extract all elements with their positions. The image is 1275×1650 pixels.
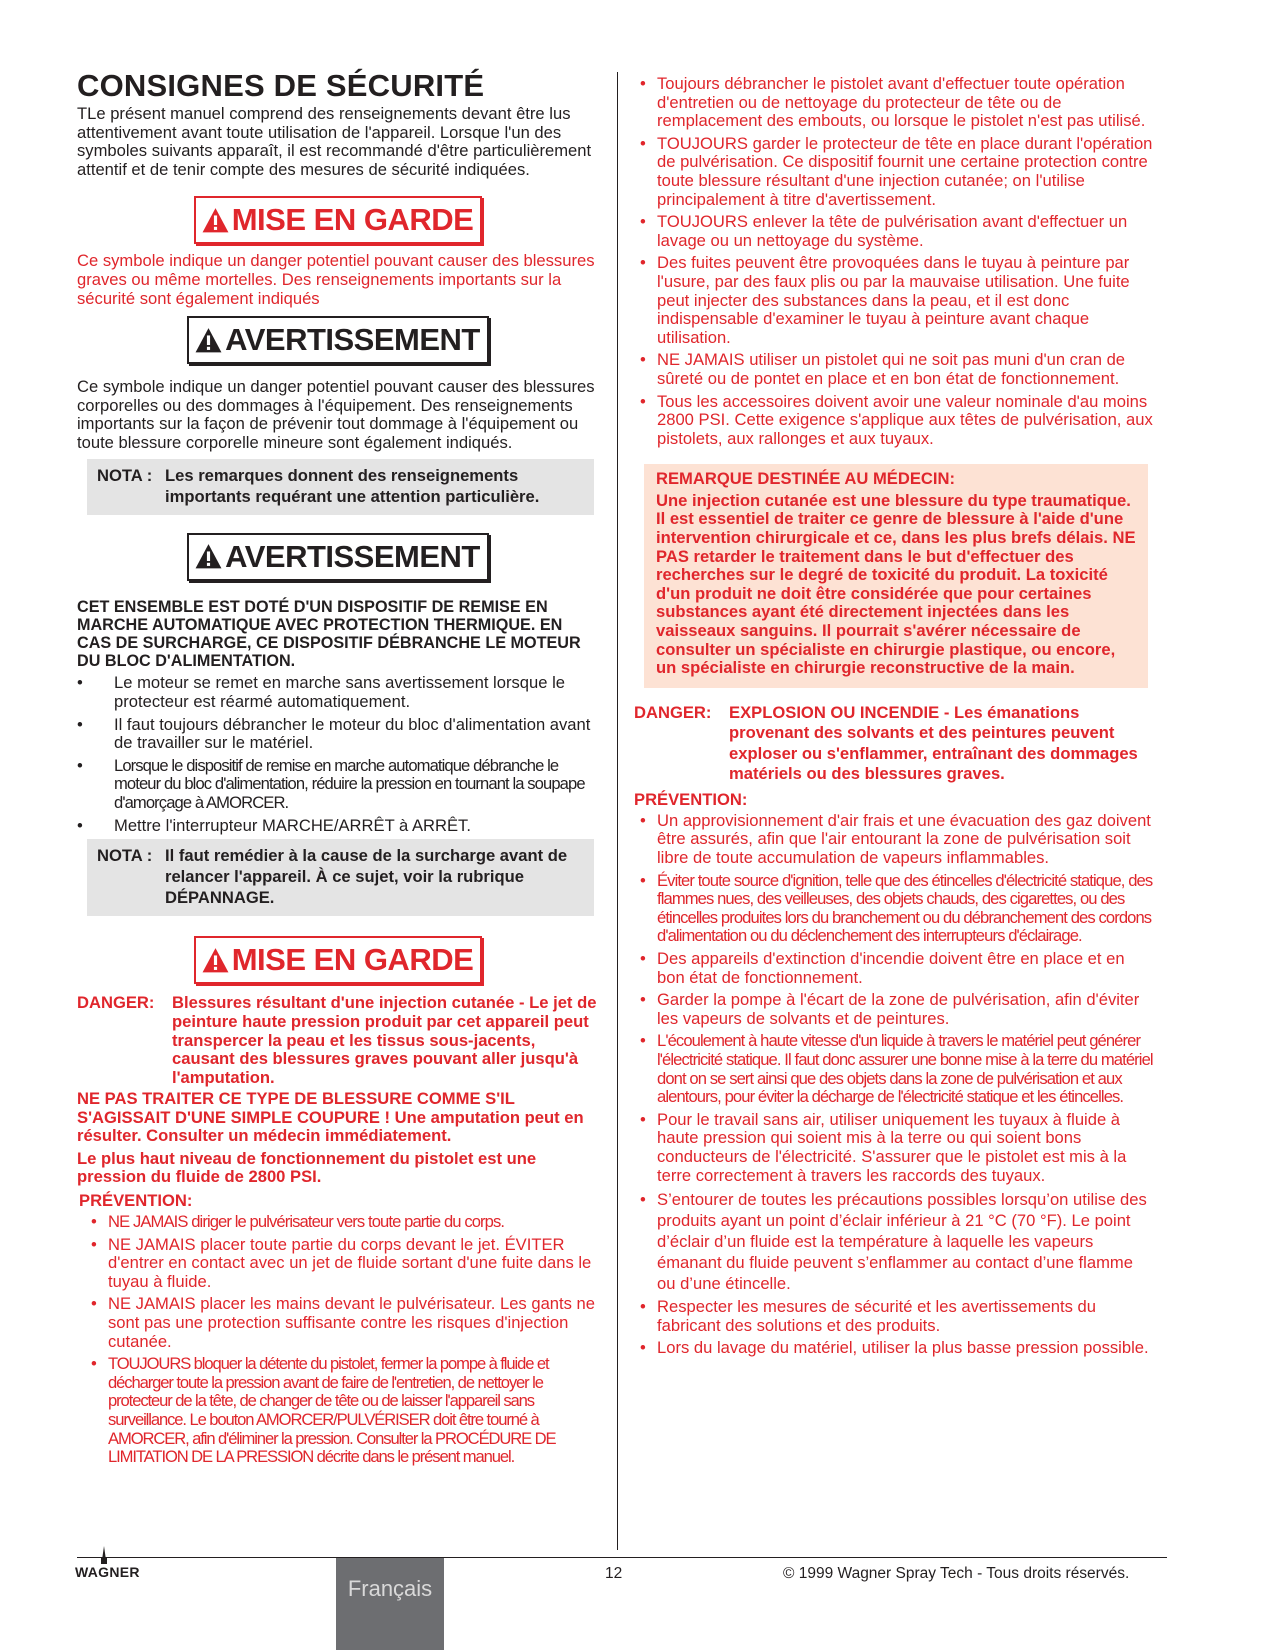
copyright: © 1999 Wagner Spray Tech - Tous droits réservés. — [783, 1565, 1130, 1582]
nota-box-1 — [87, 459, 594, 515]
prevention-heading: PRÉVENTION: — [634, 789, 748, 809]
danger-label: DANGER: — [77, 993, 155, 1013]
list-item: • NE JAMAIS placer toute partie du corps devant le jet. ÉVITER d'entrer en contact avec un jet de fluide sortant d'une fuite dans le tuyau à fluide. — [87, 1236, 599, 1292]
column-divider — [617, 72, 618, 1550]
danger-label: DANGER: — [634, 702, 712, 722]
page-title: CONSIGNES DE SÉCURITÉ — [77, 68, 485, 103]
right-bullet-list — [636, 75, 1156, 448]
warning-description: Ce symbole indique un danger potentiel pouvant causer des blessures graves ou même mortelles. Des renseignements importants sur la sécurité sont également indiqués — [77, 251, 595, 308]
list-item: • Lors du lavage du matériel, utiliser la plus basse pression possible. — [636, 1339, 1156, 1358]
language-label: Français — [347, 1576, 433, 1601]
wagner-logo — [75, 1544, 175, 1582]
list-item: • L'écoulement à haute vitesse d'un liquide à travers le matériel peut générer l'électricité statique. Il faut donc assurer une bonne mise à la terre du matériel dont on se sert ainsi que des objets dans la zone de pulvérisation et aux alentours, pour éviter la décharge de l'électricité statique et les étincelles. — [636, 1032, 1156, 1106]
warning-triangle-icon — [195, 543, 222, 570]
caution-description: Ce symbole indique un danger potentiel pouvant causer des blessures corporelles ou des dommages à l'équipement. Des renseignements importants sur la façon de prévenir tout dommage à l'équipement ou toute blessure corporelle mineure sont également indiqués. — [77, 377, 595, 452]
list-item: • Lorsque le dispositif de remise en marche automatique débranche le moteur du bloc d'alimentation, réduire la pression en tournant la soupape d'amorçage à AMORCER. — [77, 757, 599, 813]
caution-sign-1 — [77, 316, 599, 364]
list-item: • TOUJOURS enlever la tête de pulvérisation avant d'effectuer un lavage ou un nettoyage du système. — [636, 213, 1156, 250]
list-item: • NE JAMAIS placer les mains devant le pulvérisateur. Les gants ne sont pas une protection suffisante contre les risques d'injection cutanée. — [87, 1295, 599, 1351]
thermal-heading: CET ENSEMBLE EST DOTÉ D'UN DISPOSITIF DE REMISE EN MARCHE AUTOMATIQUE AVEC PROTECTION THERMIQUE. EN CAS DE SURCHARGE, CE DISPOSITIF DÉBRANCHE LE MOTEUR DU BLOC D'ALIMENTATION. — [77, 597, 581, 671]
warning-sign-label: MISE EN GARDE — [231, 942, 474, 978]
nota-label: NOTA : — [97, 846, 153, 866]
danger-injection — [77, 994, 599, 1088]
list-item: • NE JAMAIS diriger le pulvérisateur vers toute partie du corps. — [87, 1213, 599, 1232]
medical-heading: REMARQUE DESTINÉE AU MÉDECIN: — [656, 469, 956, 489]
prevention-heading: PRÉVENTION: — [79, 1191, 193, 1211]
medical-text: Une injection cutanée est une blessure du type traumatique. Il est essentiel de traiter ce genre de blessure à l'aide d'une intervention chirurgicale et ce, dans les plus brefs délais. NE PAS retarder le traitement dans le but d'effectuer des recherches sur le degré de toxicité du produit. La toxicité d'un produit ne doit être considérée que pour certaines substances ayant été directement injectées dans les vaisseaux sanguins. Il pourrait s'avérer nécessaire de consulter un spécialiste en chirurgie plastique, ou encore, un spécialiste en chirurgie reconstructive de la main. — [656, 490, 1136, 678]
nota-text: Les remarques donnent des renseignements importants requérant une attention particulière. — [165, 465, 540, 506]
list-item: • Tous les accessoires doivent avoir une valeur nominale d'au moins 2800 PSI. Cette exigence s'applique aux têtes de pulvérisation, aux pistolets, aux rallonges et aux tuyaux. — [636, 393, 1156, 449]
warning-sign-box — [194, 196, 483, 244]
caution-sign-label: AVERTISSEMENT — [225, 322, 480, 358]
list-item: • TOUJOURS bloquer la détente du pistolet, fermer la pompe à fluide et décharger toute la pression avant de faire de l'entretien, de nettoyer le protecteur de la tête, de changer de tête ou de laisser l'appareil sans surveillance. Le bouton AMORCER/PULVÉRISER doit être tourné à AMORCER, afin d'éliminer la pression. Consulter la PROCÉDURE DE LIMITATION DE LA PRESSION décrite dans le présent manuel. — [87, 1355, 599, 1467]
logo-text: WAGNER — [75, 1564, 140, 1580]
list-item: • Respecter les mesures de sécurité et les avertissements du fabricant des solutions et des produits. — [636, 1298, 1156, 1335]
list-item: • Éviter toute source d'ignition, telle que des étincelles d'électricité statique, des flammes nues, des veilleuses, des objets chauds, des cigarettes, ou des étincelles produites lors du branchement ou du débranchement des cordons d'alimentation ou du déclenchement des interrupteurs d'éclairage. — [636, 872, 1156, 946]
warning-sign-label: MISE EN GARDE — [231, 202, 474, 238]
warning-triangle-icon — [202, 207, 229, 234]
nota-box-2 — [87, 839, 594, 916]
list-item: • S’entourer de toutes les précautions possibles lorsqu’on utilise des produits ayant un point d’éclair inférieur à 21 °C (70 °F). Le point d’éclair d’un fluide est la température à laquelle les vapeurs émanant du fluide peuvent s’enflammer au contact d’une flamme ou d’une étincelle. — [636, 1189, 1156, 1294]
fire-prevention-list — [636, 812, 1156, 1358]
medical-note-box — [644, 464, 1148, 688]
danger-warning-2: NE PAS TRAITER CE TYPE DE BLESSURE COMME S'IL S'AGISSAIT D'UNE SIMPLE COUPURE ! Une amputation peut en résulter. Consulter un médecin immédiatement. — [77, 1089, 584, 1146]
warning-sign-box — [194, 936, 483, 984]
warning-sign-2 — [77, 936, 599, 984]
danger-warning-3: Le plus haut niveau de fonctionnement du pistolet est une pression du fluide de 2800 PSI. — [77, 1148, 537, 1187]
injection-prevention-list — [87, 1213, 599, 1467]
list-item: • Il faut toujours débrancher le moteur du bloc d'alimentation avant de travailler sur le matériel. — [77, 716, 599, 753]
left-column — [77, 70, 599, 1471]
list-item: • Des fuites peuvent être provoquées dans le tuyau à peinture par l'usure, par des faux plis ou par la mauvaise utilisation. Une fuite peut injecter des substances dans la peau, et il est donc indispensable d'examiner le tuyau à peinture avant chaque utilisation. — [636, 254, 1156, 347]
caution-sign-2 — [77, 533, 599, 581]
caution-sign-box — [187, 533, 489, 581]
nota-label: NOTA : — [97, 465, 153, 485]
intro-text: TLe présent manuel comprend des renseignements devant être lus attentivement avant toute utilisation de l'appareil. Lorsque l'un des symboles suivants apparaît, il est recommandé d'être particulièrement attentif et de tenir compte des mesures de sécurité indiquées. — [77, 104, 592, 179]
caution-sign-label: AVERTISSEMENT — [225, 538, 480, 574]
warning-sign-1 — [77, 196, 599, 244]
language-tab — [336, 1558, 444, 1650]
list-item: • Des appareils d'extinction d'incendie doivent être en place et en bon état de fonctionnement. — [636, 950, 1156, 987]
warning-triangle-icon — [195, 327, 222, 354]
list-item: • Pour le travail sans air, utiliser uniquement les tuyaux à fluide à haute pression qui soient mis à la terre ou qui soient bons conducteurs de l'électricité. S'assurer que le pistolet est mis à la terre correctement à travers les raccords des tuyaux. — [636, 1111, 1156, 1185]
caution-sign-box — [187, 316, 489, 364]
page-number: 12 — [605, 1565, 623, 1582]
danger-text: Blessures résultant d'une injection cutanée - Le jet de peinture haute pression produit par cet appareil peut transpercer la peau et les tissus sous-jacents, causant des blessures graves pouvant aller jusqu'à l'amputation. — [172, 993, 597, 1088]
nota-text: Il faut remédier à la cause de la surcharge avant de relancer l'appareil. À ce sujet, voir la rubrique DÉPANNAGE. — [165, 846, 568, 908]
list-item: • Mettre l'interrupteur MARCHE/ARRÊT à ARRÊT. — [77, 817, 599, 836]
list-item: • Garder la pompe à l'écart de la zone de pulvérisation, afin d'éviter les vapeurs de solvants et de peintures. — [636, 991, 1156, 1028]
warning-triangle-icon — [202, 947, 229, 974]
list-item: • Le moteur se remet en marche sans avertissement lorsque le protecteur est réarmé automatiquement. — [77, 674, 599, 711]
footer-rule — [77, 1557, 1167, 1558]
wagner-logo-mark — [75, 1544, 175, 1582]
list-item: • Toujours débrancher le pistolet avant d'effectuer toute opération d'entretien ou de nettoyage du protecteur de tête ou de remplacement des embouts, ou lorsque le pistolet n'est pas utilisé. — [636, 75, 1156, 131]
danger-text: EXPLOSION OU INCENDIE - Les émanations provenant des solvants et des peintures peuvent exploser ou s'enflammer, entraînant des dommages matériels ou des blessures graves. — [729, 702, 1138, 784]
list-item: • Un approvisionnement d'air frais et une évacuation des gaz doivent être assurés, afin que l'air entourant la zone de pulvérisation soit libre de toute accumulation de vapeurs inflammables. — [636, 812, 1156, 868]
danger-fire — [634, 703, 1156, 785]
list-item: • NE JAMAIS utiliser un pistolet qui ne soit pas muni d'un cran de sûreté ou de pontet en place et en bon état de fonctionnement. — [636, 351, 1156, 388]
right-column — [636, 75, 1156, 1362]
thermal-list — [77, 674, 599, 835]
list-item: • TOUJOURS garder le protecteur de tête en place durant l'opération de pulvérisation. Ce dispositif fournit une certaine protection contre toute blessure résultant d'une injection cutanée; on l'utilise principalement à titre d'avertissement. — [636, 135, 1156, 209]
